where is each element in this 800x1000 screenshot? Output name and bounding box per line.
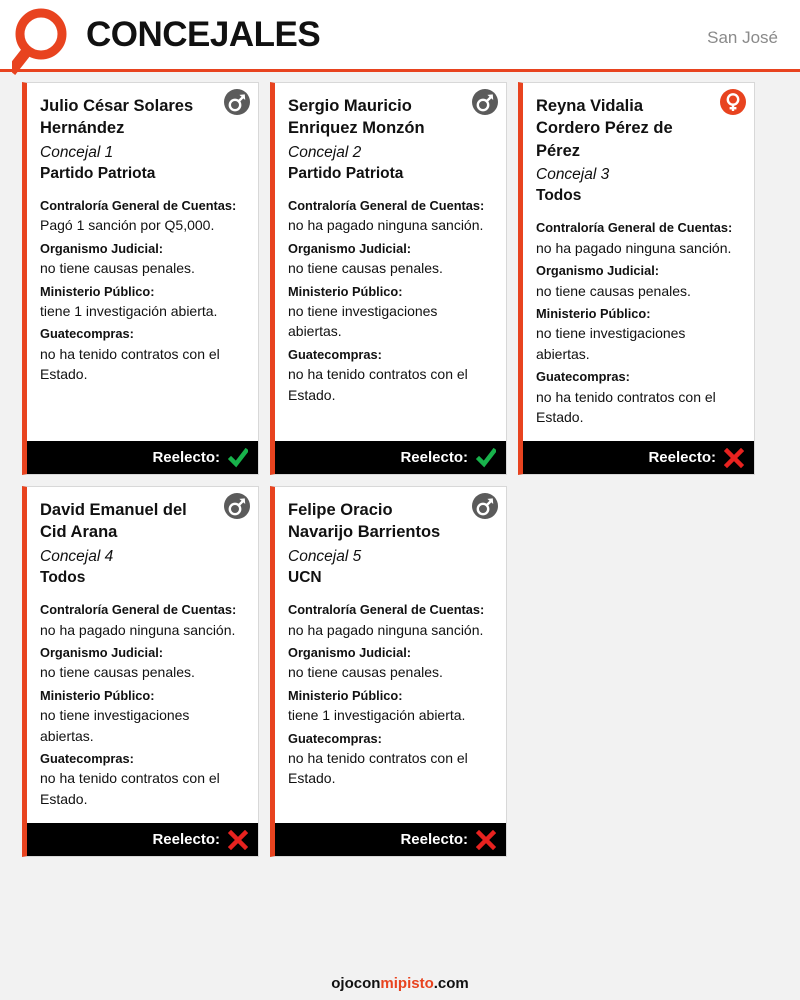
field-oj bbox=[288, 644, 493, 683]
cards-grid bbox=[0, 72, 800, 857]
male-gender-icon bbox=[224, 493, 250, 519]
reelecto-label: Reelecto: bbox=[400, 831, 468, 849]
field-gc-label: Guatecompras: bbox=[40, 326, 134, 342]
member-name: Julio César Solares Hernández bbox=[40, 97, 194, 138]
page-header bbox=[0, 0, 800, 72]
field-gc-label: Guatecompras: bbox=[40, 750, 134, 766]
member-name: Sergio Mauricio Enriquez Monzón bbox=[288, 97, 425, 138]
brand-part-3: .com bbox=[433, 975, 469, 992]
reelection-status-bar bbox=[275, 823, 506, 856]
field-cgc-value: no ha pagado ninguna sanción. bbox=[536, 239, 732, 256]
field-oj-label: Organismo Judicial: bbox=[288, 644, 412, 660]
reelecto-label: Reelecto: bbox=[400, 449, 468, 467]
member-party: Todos bbox=[40, 569, 86, 587]
member-party: UCN bbox=[288, 569, 322, 587]
field-cgc bbox=[40, 601, 245, 640]
reelecto-label: Reelecto: bbox=[152, 831, 220, 849]
field-oj bbox=[40, 644, 245, 683]
field-mp bbox=[40, 283, 245, 322]
member-name: David Emanuel del Cid Arana bbox=[40, 501, 187, 542]
field-oj-value: no tiene causas penales. bbox=[536, 282, 691, 299]
male-gender-icon bbox=[472, 493, 498, 519]
field-gc bbox=[40, 325, 245, 384]
field-mp bbox=[40, 687, 245, 746]
field-mp-label: Ministerio Público: bbox=[288, 687, 403, 703]
council-member-card bbox=[270, 486, 507, 857]
field-cgc-value: no ha pagado ninguna sanción. bbox=[288, 217, 484, 234]
field-oj-label: Organismo Judicial: bbox=[40, 240, 164, 256]
card-body bbox=[27, 487, 258, 823]
reelecto-label: Reelecto: bbox=[152, 449, 220, 467]
field-cgc bbox=[288, 601, 493, 640]
red-cross-icon bbox=[724, 448, 744, 468]
female-gender-icon bbox=[720, 89, 746, 115]
green-check-icon bbox=[228, 448, 248, 468]
field-cgc-value: Pagó 1 sanción por Q5,000. bbox=[40, 217, 215, 234]
field-oj-label: Organismo Judicial: bbox=[288, 240, 412, 256]
field-mp-label: Ministerio Público: bbox=[40, 687, 155, 703]
male-gender-icon bbox=[472, 89, 498, 115]
field-oj-value: no tiene causas penales. bbox=[288, 664, 443, 681]
field-cgc bbox=[40, 197, 245, 236]
green-check-icon bbox=[476, 448, 496, 468]
field-oj-label: Organismo Judicial: bbox=[40, 644, 164, 660]
field-gc bbox=[536, 368, 741, 427]
field-oj-label: Organismo Judicial: bbox=[536, 263, 660, 279]
field-mp-label: Ministerio Público: bbox=[536, 305, 651, 321]
red-cross-icon bbox=[476, 830, 496, 850]
brand-part-1: ojocon bbox=[331, 975, 381, 992]
field-gc-value: no ha tenido contratos con el Estado. bbox=[536, 388, 716, 425]
field-gc-value: no ha tenido contratos con el Estado. bbox=[288, 750, 468, 787]
member-name: Felipe Oracio Navarijo Barrientos bbox=[288, 501, 441, 542]
council-member-card bbox=[518, 82, 755, 475]
field-cgc bbox=[536, 219, 741, 258]
field-oj bbox=[536, 262, 741, 301]
reelection-status-bar bbox=[27, 441, 258, 474]
field-cgc-label: Contraloría General de Cuentas: bbox=[40, 602, 237, 618]
reelection-status-bar bbox=[275, 441, 506, 474]
field-gc-label: Guatecompras: bbox=[288, 730, 382, 746]
field-cgc-value: no ha pagado ninguna sanción. bbox=[288, 621, 484, 638]
member-role: Concejal 3 bbox=[536, 165, 610, 183]
field-cgc bbox=[288, 197, 493, 236]
field-mp bbox=[288, 687, 493, 726]
member-role: Concejal 1 bbox=[40, 143, 114, 161]
field-cgc-label: Contraloría General de Cuentas: bbox=[288, 197, 485, 213]
male-gender-icon bbox=[224, 89, 250, 115]
card-body bbox=[27, 83, 258, 441]
field-gc bbox=[40, 750, 245, 809]
field-gc-label: Guatecompras: bbox=[536, 369, 630, 384]
field-gc bbox=[288, 730, 493, 789]
field-oj-value: no tiene causas penales. bbox=[40, 664, 195, 681]
reelection-status-bar bbox=[27, 823, 258, 856]
site-brand[interactable] bbox=[0, 975, 800, 992]
council-member-card bbox=[270, 82, 507, 475]
field-cgc-value: no ha pagado ninguna sanción. bbox=[40, 621, 236, 638]
field-mp-label: Ministerio Público: bbox=[40, 283, 155, 299]
member-role: Concejal 2 bbox=[288, 143, 362, 161]
field-oj-value: no tiene causas penales. bbox=[40, 260, 195, 277]
red-cross-icon bbox=[228, 830, 248, 850]
field-mp bbox=[288, 283, 493, 342]
member-name: Reyna Vidalia Cordero Pérez de Pérez bbox=[536, 97, 673, 160]
field-mp-value: no tiene investigaciones abiertas. bbox=[536, 325, 686, 362]
member-role: Concejal 5 bbox=[288, 547, 362, 565]
field-cgc-label: Contraloría General de Cuentas: bbox=[536, 220, 733, 236]
reelecto-label: Reelecto: bbox=[648, 449, 716, 467]
page-title: CONCEJALES bbox=[86, 15, 321, 54]
field-mp-label: Ministerio Público: bbox=[288, 283, 403, 299]
field-mp-value: tiene 1 investigación abierta. bbox=[40, 303, 218, 320]
field-mp-value: tiene 1 investigación abierta. bbox=[288, 707, 466, 724]
field-oj-value: no tiene causas penales. bbox=[288, 260, 443, 277]
magnifier-icon bbox=[12, 8, 70, 80]
field-cgc-label: Contraloría General de Cuentas: bbox=[288, 602, 485, 618]
member-party: Todos bbox=[536, 187, 582, 205]
field-gc-label: Guatecompras: bbox=[288, 346, 382, 362]
reelection-status-bar bbox=[523, 441, 754, 474]
field-mp-value: no tiene investigaciones abiertas. bbox=[288, 303, 438, 340]
card-body bbox=[523, 83, 754, 441]
brand-part-2: mipisto bbox=[380, 975, 434, 992]
field-oj bbox=[288, 240, 493, 279]
field-mp-value: no tiene investigaciones abiertas. bbox=[40, 707, 190, 744]
field-gc-value: no ha tenido contratos con el Estado. bbox=[40, 770, 220, 807]
field-gc bbox=[288, 346, 493, 405]
field-gc-value: no ha tenido contratos con el Estado. bbox=[288, 366, 468, 403]
field-gc-value: no ha tenido contratos con el Estado. bbox=[40, 345, 220, 383]
member-party: Partido Patriota bbox=[288, 165, 404, 183]
card-body bbox=[275, 83, 506, 441]
region-label: San José bbox=[707, 28, 778, 47]
card-body bbox=[275, 487, 506, 823]
member-role: Concejal 4 bbox=[40, 547, 114, 565]
field-cgc-label: Contraloría General de Cuentas: bbox=[40, 197, 237, 213]
member-party: Partido Patriota bbox=[40, 165, 156, 183]
field-mp bbox=[536, 305, 741, 364]
council-member-card bbox=[22, 486, 259, 857]
field-oj bbox=[40, 240, 245, 279]
council-member-card bbox=[22, 82, 259, 475]
